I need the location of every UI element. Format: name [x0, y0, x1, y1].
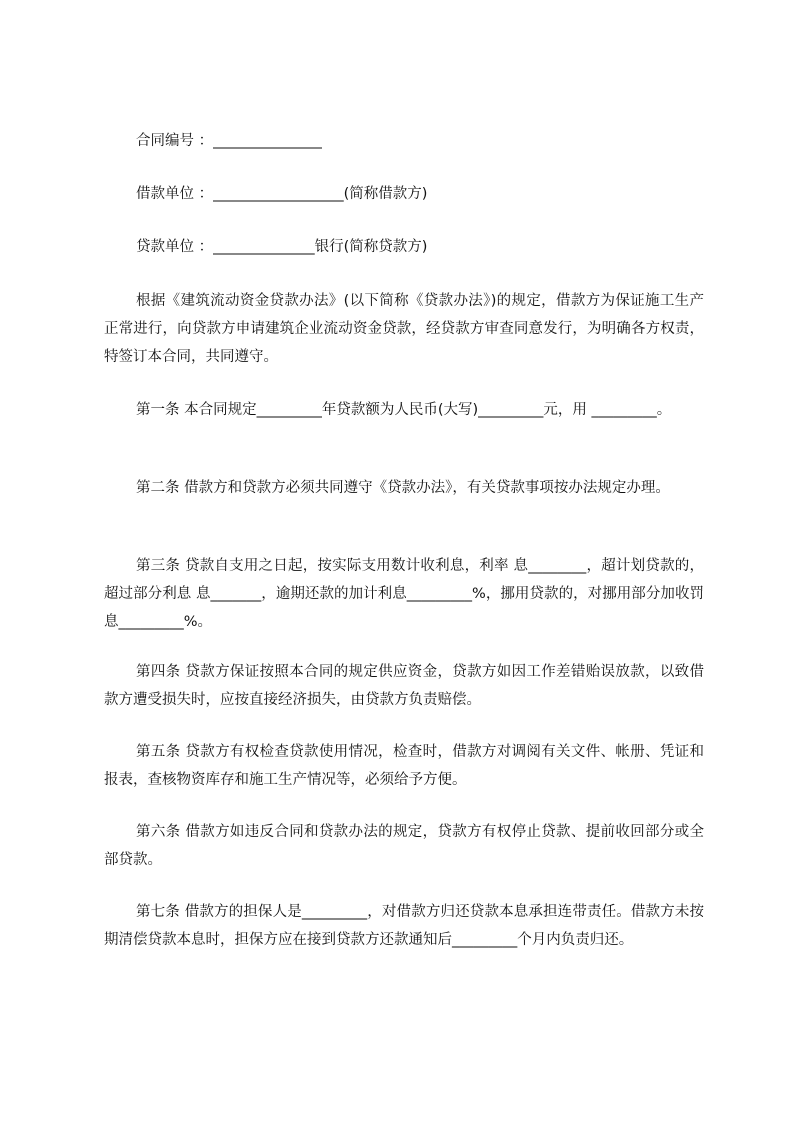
- article-6: 第六条 借款方如违反合同和贷款办法的规定，贷款方有权停止贷款、提前收回部分或全部贷款。: [104, 824, 704, 868]
- article-4: 第四条 贷款方保证按照本合同的规定供应资金，贷款方如因工作差错贻误放款，以致借款方遭受损失时，应按直接经济损失，由贷款方负责赔偿。: [104, 664, 704, 708]
- lender-field: 贷款单位 ：______________银行(简称贷款方): [136, 239, 428, 255]
- article-7: 第七条 借款方的担保人是_________，对借款方归还贷款本息承担连带责任。借款方未按期清偿贷款本息时，担保方应在接到贷款方还款通知后_________个月内负责归还。: [104, 904, 704, 948]
- contract-number-field: 合同编号 ：_______________: [136, 133, 322, 149]
- article-3: 第三条 贷款自支用之日起，按实际支用数计收利息，利率 息________，超计划贷款的，超过部分利息 息_______，逾期还款的加计利息_________%，挪用贷款的，对挪用部分加收罚息_________%。: [104, 558, 704, 630]
- article-2: 第二条 借款方和贷款方必须共同遵守《贷款办法》，有关贷款事项按办法规定办理。: [136, 480, 670, 496]
- borrower-field: 借款单位 ：__________________(简称借款方): [136, 186, 428, 202]
- article-1: 第一条 本合同规定_________年贷款额为人民币(大写)_________元，用 _________。: [136, 402, 672, 418]
- preamble-paragraph: 根据《建筑流动资金贷款办法》(以下简称《贷款办法》)的规定，借款方为保证施工生产正常进行，向贷款方申请建筑企业流动资金贷款，经贷款方审查同意发行，为明确各方权责，特签订本合同，共同遵守。: [104, 293, 704, 365]
- article-5: 第五条 贷款方有权检查贷款使用情况，检查时，借款方对调阅有关文件、帐册、凭证和报表，查核物资库存和施工生产情况等，必须给予方便。: [104, 744, 704, 788]
